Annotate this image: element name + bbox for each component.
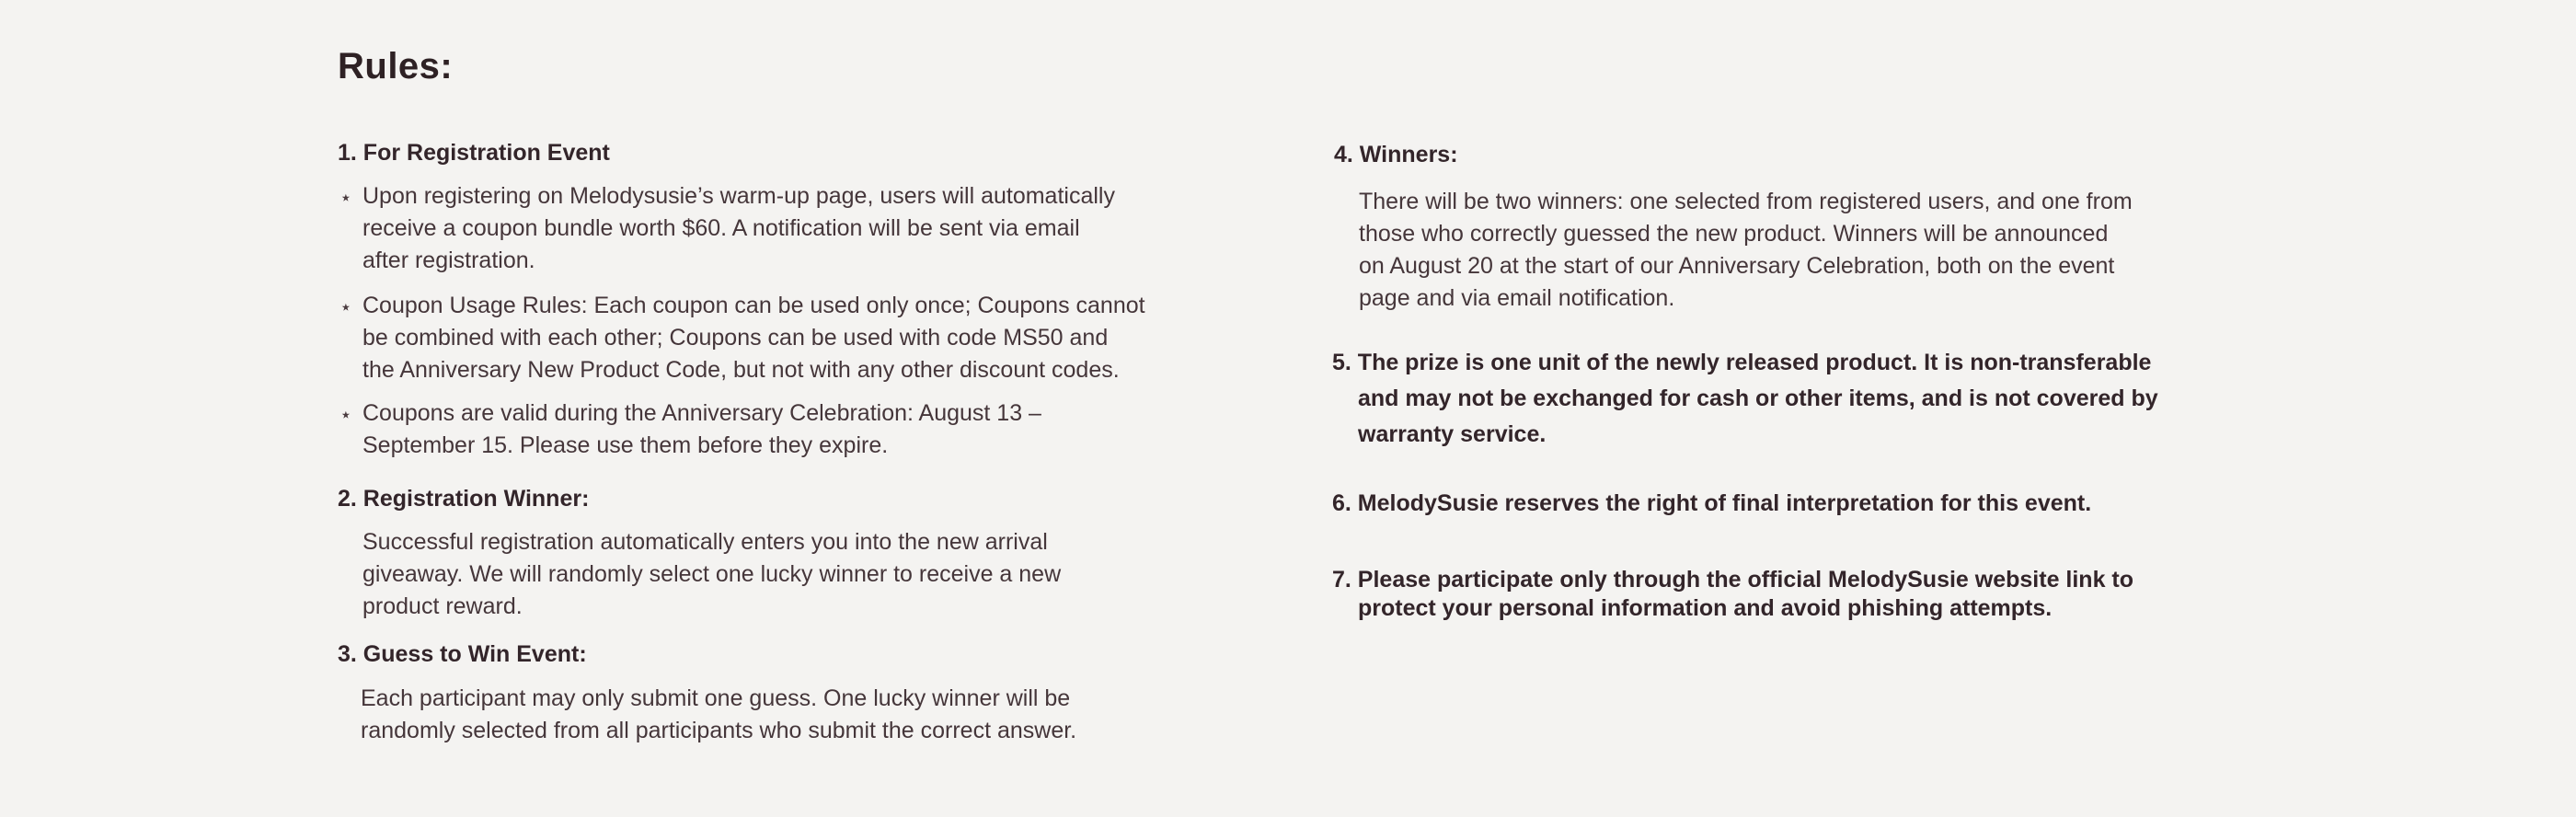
section-2-body xyxy=(362,526,1264,623)
section-3-heading: 3. Guess to Win Event: xyxy=(338,641,587,667)
bullet-line: after registration. xyxy=(362,247,535,273)
bold-line: 7. Please participate only through the official MelodySusie website link to xyxy=(1332,567,2134,593)
bullet-line: the Anniversary New Product Code, but not with any other discount codes. xyxy=(362,357,1120,383)
body-line: Successful registration automatically enters you into the new arrival xyxy=(362,529,1048,555)
bullet-line: September 15. Please use them before they expire. xyxy=(362,432,889,458)
body-line: those who correctly guessed the new product. Winners will be announced xyxy=(1359,221,2109,247)
body-line: on August 20 at the start of our Anniversary Celebration, both on the event xyxy=(1359,253,2115,279)
section-2-heading: 2. Registration Winner: xyxy=(338,486,590,512)
star-bullet-icon: ⋆ xyxy=(339,295,352,318)
star-bullet-icon: ⋆ xyxy=(339,186,352,209)
body-line: giveaway. We will randomly select one lucky winner to receive a new xyxy=(362,561,1062,587)
bullet-line: Upon registering on Melodysusie’s warm-up page, users will automatically xyxy=(362,183,1115,209)
section-7-text xyxy=(1332,566,2280,623)
section-3-body xyxy=(361,683,1262,747)
section-1-heading: 1. For Registration Event xyxy=(338,140,610,166)
section-5-text xyxy=(1332,345,2280,453)
body-line: Each participant may only submit one guess. One lucky winner will be xyxy=(361,685,1071,711)
bold-line: 5. The prize is one unit of the newly released product. It is non-transferable xyxy=(1332,350,2152,375)
rules-title: Rules: xyxy=(338,46,454,86)
section-4-heading: 4. Winners: xyxy=(1334,142,1458,167)
bullet-line: receive a coupon bundle worth $60. A notification will be sent via email xyxy=(362,215,1080,241)
body-line: product reward. xyxy=(362,593,523,619)
bold-line: warranty service. xyxy=(1358,421,1547,447)
star-bullet-icon: ⋆ xyxy=(339,403,352,426)
bullet-line: be combined with each other; Coupons can be used with code MS50 and xyxy=(362,325,1109,351)
bullet-line: Coupons are valid during the Anniversary Celebration: August 13 – xyxy=(362,400,1041,426)
bold-line: protect your personal information and avoid phishing attempts. xyxy=(1358,595,2053,621)
bold-line: and may not be exchanged for cash or other items, and is not covered by xyxy=(1358,385,2158,411)
section-4-body xyxy=(1359,186,2279,315)
body-line: randomly selected from all participants who submit the correct answer. xyxy=(361,718,1077,743)
section-6-text: 6. MelodySusie reserves the right of final interpretation for this event. xyxy=(1332,490,2092,516)
body-line: page and via email notification. xyxy=(1359,285,1675,311)
bullet-line: Coupon Usage Rules: Each coupon can be used only once; Coupons cannot xyxy=(362,293,1145,318)
body-line: There will be two winners: one selected from registered users, and one from xyxy=(1359,189,2133,214)
